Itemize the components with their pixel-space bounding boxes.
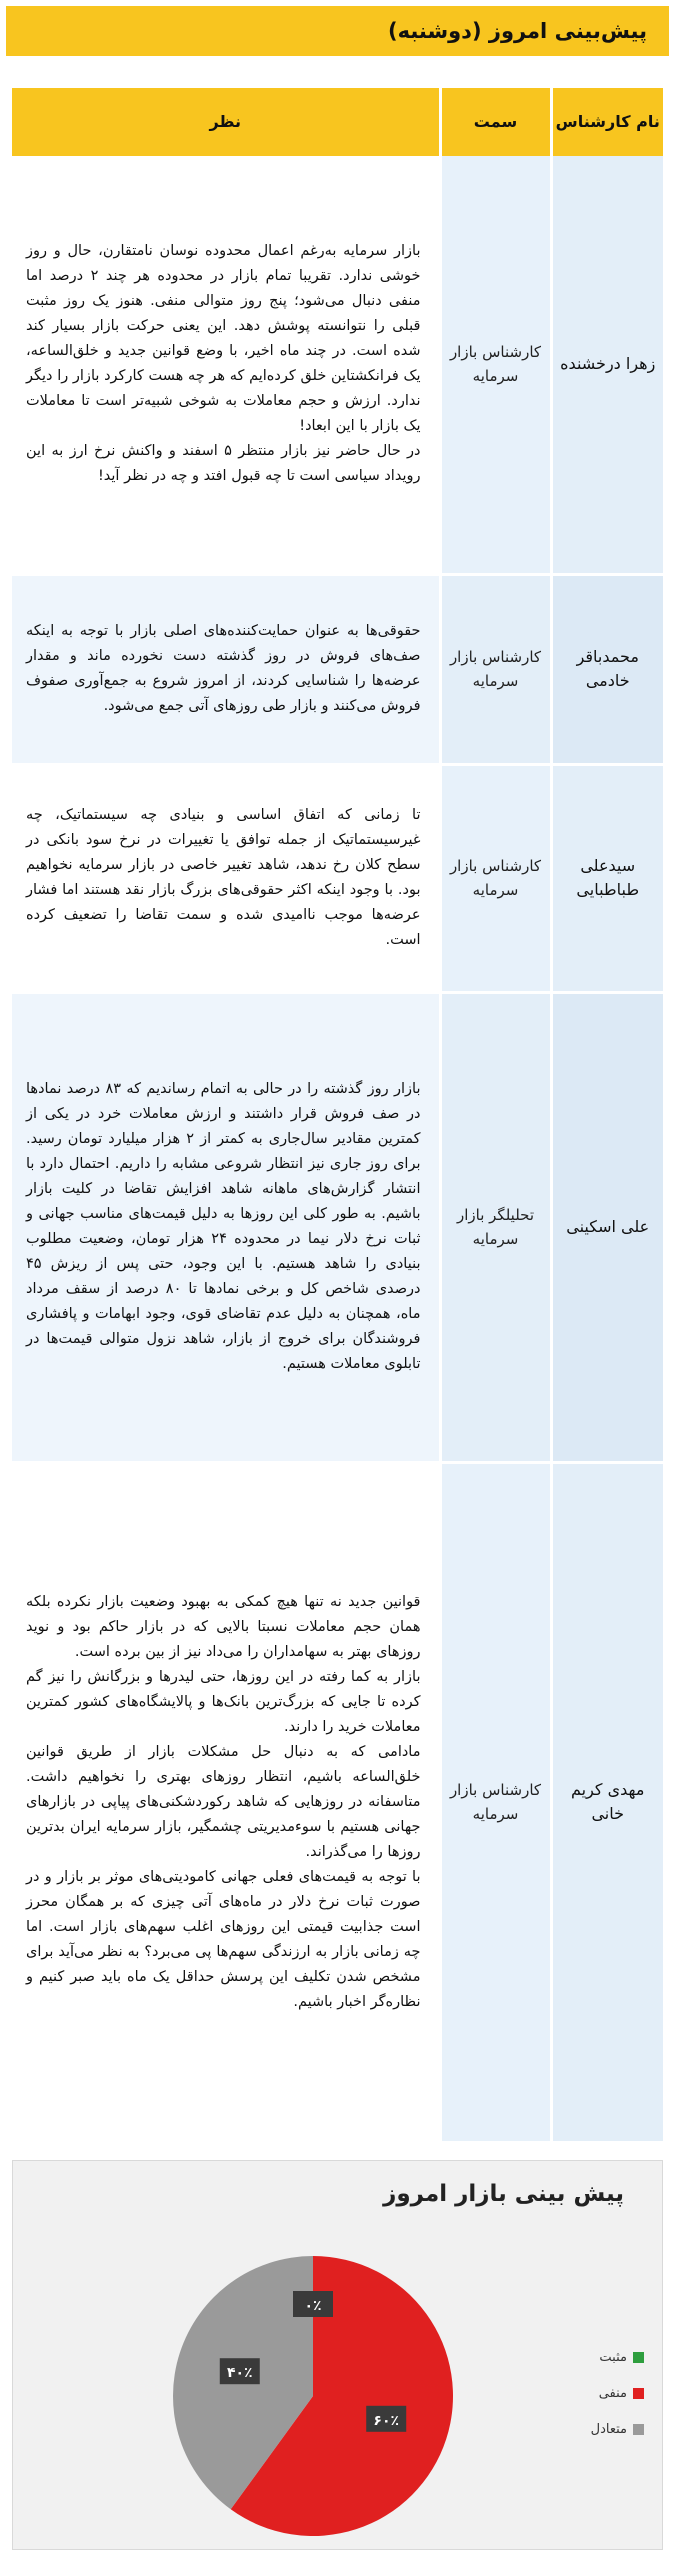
legend-item [558,2375,644,2411]
table-row [12,156,663,574]
expert-name: علی اسکینی [551,992,663,1462]
expert-position: کارشناس بازار سرمایه [440,764,551,992]
opinion-text: حقوقی‌ها به عنوان حمایت‌کننده‌های اصلی بازار با توجه به اینکه صف‌های فروش در روز گذشته دست نخورده ماند و مقدار عرضه‌ها را شناسایی کردند، از امروز شروع به جمع‌آوری صفوف فروش می‌کنند و بازار طی روزهای آتی جمع می‌شود. [26,623,421,714]
expert-name: مهدی کریم خانی [551,1462,663,2142]
legend-item [558,2411,644,2447]
expert-opinion [12,992,440,1462]
table-row [12,574,663,764]
legend-label: متعادل [590,2421,627,2437]
expert-position: کارشناس بازار سرمایه [440,574,551,764]
opinion-text: تا زمانی که اتفاق اساسی و بنیادی چه سیستماتیک، چه غیرسیستماتیک از جمله توافق یا تغییرات در نرخ سود بانکی در سطح کلان رخ ندهد، شاهد تغییر خاصی در بازار سرمایه نخواهیم بود. با وجود اینکه اکثر حقوقی‌های بزرگ بازار نقد هستند اما فشار عرضه‌ها موجب ناامیدی شده و سمت تقاضا را تضعیف کرده است. [26,807,421,948]
opinion-text: بازار سرمایه به‌رغم اعمال محدوده نوسان نامتقارن، حال و روز خوشی ندارد. تقریبا تمام بازار در محدوده هر چند ۲ درصد اما منفی دنبال می‌شود؛ پنج روز متوالی منفی. هنوز یک روز مثبت قبلی را نتوانسته پوشش دهد. این یعنی حرکت بازار بسیار کند شده است. در چند ماه اخیر، با وضع قوانین جدید و خلق‌الساعه، یک فرانکشتاین خلق کرده‌ایم که هر چه هست کارکرد بازار را دیگر ندارد. ارزش و حجم معاملات به شوخی شبیه‌تر است تا معاملات یک بازار با این ابعاد! در حال حاضر نیز بازار منتظر ۵ اسفند و واکنش نرخ ارز به این رویداد سیاسی است تا چه قبول افتد و چه در نظر آید! [26,243,421,485]
expert-name: محمدباقر خادمی [551,574,663,764]
opinion-text: بازار روز گذشته را در حالی به اتمام رساندیم که ۸۳ درصد نمادها در صف فروش قرار داشتند و ارزش معاملات خرد در یکی از کمترین مقادیر سال‌جاری به کمتر از ۲ هزار میلیارد تومان رسید. برای روز جاری نیز انتظار شروعی مشابه را داریم. احتمال دارد با انتشار گزارش‌های ماهانه شاهد افزایش تقاضا در کلیت بازار باشیم. به طور کلی این روزها به دلیل قیمت‌های مناسب جهانی و ثبات نرخ دلار نیما در محدوده ۲۴ هزار تومان، وضعیت مطلوب بنیادی را شاهد هستیم. با این وجود، حتی پس از ریزش ۴۵ درصدی شاخص کل و برخی نمادها تا ۸۰ درصد از سقف مرداد ماه، همچنان به دلیل عدم تقاضای قوی، وجود ابهامات و پافشاری فروشندگان برای خروج از بازار، شاهد نزول متوالی قیمت‌ها در تابلوی معاملات هستیم. [26,1081,421,1372]
expert-table-container [12,88,663,2142]
expert-position: کارشناس بازار سرمایه [440,156,551,574]
legend-label: مثبت [599,2349,627,2365]
table-row [12,1462,663,2142]
pie-value-label-0 [293,2291,333,2317]
market-forecast-chart-card [12,2160,663,2550]
table-row [12,992,663,1462]
expert-forecast-table [12,88,663,2144]
legend-swatch [633,2424,644,2435]
chart-title: پیش بینی بازار امروز [383,2181,624,2207]
pie-value-label-2 [220,2358,260,2384]
expert-opinion [12,156,440,574]
legend-swatch [633,2388,644,2399]
page-title-bar [6,6,669,56]
chart-legend [558,2339,644,2447]
expert-name: سیدعلی طباطبایی [551,764,663,992]
table-header-row [12,88,663,156]
legend-item [558,2339,644,2375]
column-header-name: نام کارشناس [551,88,663,156]
legend-label: منفی [598,2385,627,2401]
expert-position: تحلیلگر بازار سرمایه [440,992,551,1462]
pie-value-text-2: ۴۰٪ [226,2365,253,2382]
opinion-text: قوانین جدید نه تنها هیچ کمکی به بهبود وضعیت بازار نکرده بلکه همان حجم معاملات نسبتا بالایی که در بازار حاکم بود و نوید روزهای بهتر به سهامداران را می‌داد نیز از بین برده است. بازار به کما رفته در این روزها، حتی لیدرها و بزرگانش را نیز گم کرده تا جایی که بزرگ‌ترین بانک‌ها و پالایشگاه‌های کشور کمترین معاملات خرید را دارند. مادامی که به دنبال حل مشکلات بازار از طریق قوانین خلق‌الساعه باشیم، انتظار روزهای بهتری را نخواهیم داشت. متاسفانه در روزهایی که شاهد رکوردشکنی‌های پیاپی در بازارهای جهانی هستیم با سوءمدیریتی چشمگیر، بازار سرمایه ایران بدترین روزها را می‌گذراند. با توجه به قیمت‌های فعلی جهانی کامودیتی‌های موثر بر بازار و در صورت ثبات نرخ دلار در ماه‌های آتی چیزی که بر همگان محرز است جذابیت قیمتی این روزهای اغلب سهم‌های بازار است. اما چه زمانی بازار به ارزندگی سهم‌ها پی می‌برد؟ به نظر می‌آید برای مشخص شدن تکلیف این پرسش حداقل یک ماه باید صبر کنیم و نظاره‌گر اخبار باشیم. [26,1593,421,2010]
column-header-position: سمت [440,88,551,156]
table-row [12,764,663,992]
expert-opinion [12,1462,440,2142]
legend-swatch [633,2352,644,2363]
expert-opinion [12,764,440,992]
pie-value-label-1 [366,2406,406,2432]
pie-value-text-1: ۶۰٪ [373,2412,400,2429]
expert-name: زهرا درخشنده [551,156,663,574]
expert-position: کارشناس بازار سرمایه [440,1462,551,2142]
page-title: پیش‌بینی امروز (دوشنبه) [387,19,647,43]
pie-value-text-0: ۰٪ [304,2298,322,2314]
column-header-opinion: نظر [12,88,440,156]
expert-opinion [12,574,440,764]
